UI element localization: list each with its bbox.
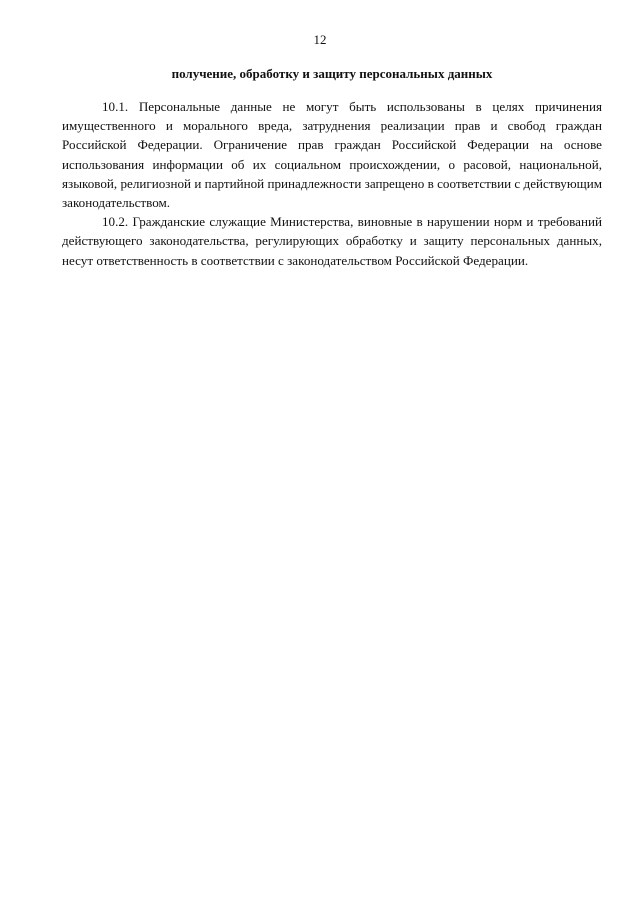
page-number: 12	[313, 32, 327, 47]
section-body	[62, 97, 602, 270]
paragraph-10-1: 10.1. Персональные данные не могут быть использованы в целях причинения имущественного и морального вреда, затруднения реализации прав и свобод граждан Российской Федерации. Ограничение прав граждан Российской Федерации на основе использования информации об их социальном происхождении, о расовой, национальной, языковой, религиозной и партийной принадлежности запрещено в соответствии с действующим законодательством.	[62, 99, 602, 211]
section-heading: получение, обработку и защиту персональных данных	[171, 66, 493, 81]
paragraph-10-2: 10.2. Гражданские служащие Министерства, виновные в нарушении норм и требований действующего законодательства, регулирующих обработку и защиту персональных данных, несут ответственность в соответствии с законодательством Российской Федерации.	[62, 214, 602, 268]
